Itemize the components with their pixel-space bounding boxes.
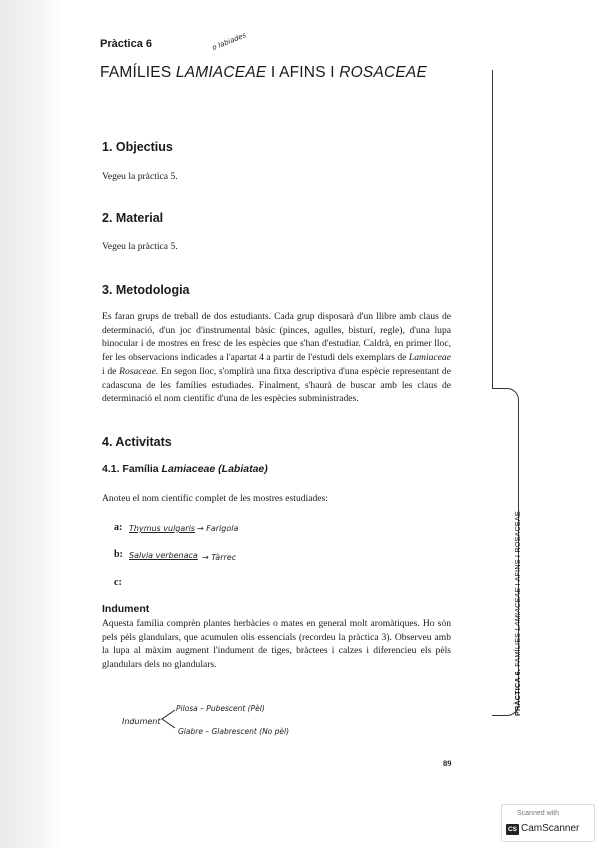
metodologia-italic-1: Lamiaceae <box>408 352 451 364</box>
sample-a-common: → Farigola <box>197 524 239 533</box>
sample-a-label: a: <box>114 522 123 533</box>
side-rule <box>492 70 493 388</box>
indument-note-branch1: Pilosa – Pubescent (Pèl) <box>176 704 265 713</box>
subsection-heading-lamiaceae <box>102 463 268 475</box>
section-heading-material: 2. Material <box>102 211 164 225</box>
page-title <box>100 64 427 82</box>
side-tab-italic2: ROSACEAE <box>513 511 522 553</box>
samples-instruction: Anoteu el nom científic complet de les mostres estudiades: <box>102 493 328 504</box>
handwritten-note: o labiades <box>211 31 248 52</box>
sample-c-label: c: <box>114 577 122 588</box>
section-heading-metodologia: 3. Metodologia <box>102 283 190 297</box>
metodologia-italic-2: Rosaceae. <box>119 365 159 377</box>
side-tab-label <box>513 511 522 716</box>
title-part2: I AFINS I <box>266 64 340 81</box>
section-heading-objectius: 1. Objectius <box>102 140 173 154</box>
indument-note-branch2: Glabre – Glabrescent (No pèl) <box>178 727 290 736</box>
section-text-objectius: Vegeu la pràctica 5. <box>102 171 178 182</box>
section-heading-activitats: 4. Activitats <box>102 435 172 449</box>
sample-b-species: Salvia verbenaca <box>129 551 198 560</box>
metodologia-part-c: En segon lloc, s'omplirà una fitxa descriptiva d'una espècie representant de cadascuna de les famílies estudiades. Finalment, s'haurà de buscar amb les claus de determinació el nom científic d'una de les espècies subministrades. <box>102 365 451 405</box>
side-tab-text2: I AFINS I <box>513 552 522 588</box>
indument-note-branch-mark <box>158 708 178 732</box>
section-text-material: Vegeu la pràctica 5. <box>102 241 178 252</box>
title-italic2: ROSACEAE <box>339 64 427 81</box>
page-number: 89 <box>443 758 452 768</box>
indument-text: Aquesta família comprèn plantes herbàcies o mates en general molt aromàtiques. Ho són pels pèls glandulars, que acumulen olis essencials (recordeu la pràctica 3). Observeu amb la lupa al màxim augment l'indument de tiges, bràctees i calzes i diferencieu els pèls glandulars dels no glandulars. <box>102 618 451 671</box>
indument-heading: Indument <box>102 603 150 615</box>
title-part1: FAMÍLIES <box>100 64 176 81</box>
sample-b-common: → Tàrrec <box>202 553 237 562</box>
camscanner-logo-icon: CS <box>507 826 518 833</box>
camscanner-scanned-with: Scanned with <box>517 810 560 817</box>
subsection-paren: (Labiatae) <box>215 463 268 475</box>
practica-label: Pràctica 6 <box>100 38 152 50</box>
metodologia-part-b: i de <box>102 365 120 377</box>
title-italic1: LAMIACEAE <box>175 64 267 81</box>
indument-note-root: Indument <box>122 717 161 726</box>
section-text-metodologia <box>102 310 451 406</box>
side-tab-bold: PRÀCTICA 6. <box>513 668 522 716</box>
metodologia-part-a: Es faran grups de treball de dos estudiants. Cada grup disposarà d'un llibre amb claus de determinació, d'un joc d'instrumental bàsic (pinces, agulles, bisturí, regle), d'una lupa binocular i de mostres en fresc de les espècies que s'han d'estudiar. Caldrà, en primer lloc, fer les observacions indicades a l'apartat 4 a partir de l'estudi dels exemplars de <box>102 311 451 364</box>
sample-a-species: Thymus vulgaris <box>129 524 195 533</box>
scan-edge-shadow <box>0 0 62 848</box>
sample-b-label: b: <box>114 549 123 560</box>
side-tab-italic: LAMIACEAE <box>513 587 522 631</box>
subsection-italic: Lamiaceae <box>161 463 216 475</box>
subsection-part1: 4.1. Família <box>102 463 162 475</box>
camscanner-app-name: CamScanner <box>521 823 580 834</box>
side-tab-text1: FAMÍLIES <box>513 630 522 669</box>
